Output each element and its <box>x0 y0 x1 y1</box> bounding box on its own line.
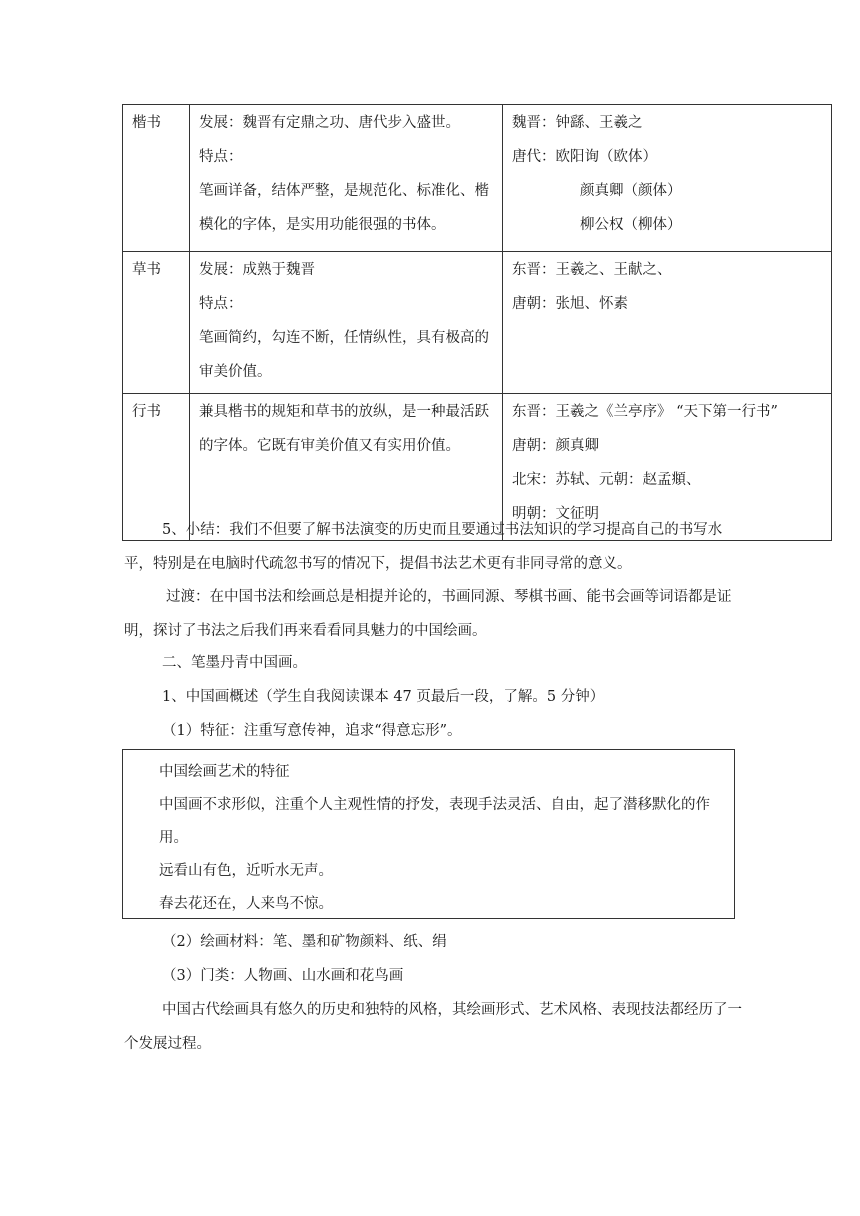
summary-paragraph: 5、小结：我们不但要了解书法演变的历史而且要通过书法知识的学习提高自己的书写水平，特别是在电脑时代疏忽书写的情况下，提倡书法艺术更有非同寻常的意义。 <box>124 522 723 572</box>
calligraphy-table <box>122 104 832 541</box>
table-row <box>123 252 832 394</box>
painting-feature-box <box>122 749 735 919</box>
development-cell: 发展：成熟于魏晋 特点： 笔画简约，勾连不断，任情纵性，具有极高的审美价值。 <box>190 252 503 394</box>
development-cell: 兼具楷书的规矩和草书的放纵，是一种最活跃的字体。它既有审美价值又有实用价值。 <box>190 394 503 541</box>
section-heading: 二、笔墨丹青中国画。 <box>162 655 307 671</box>
transition-paragraph: 过渡：在中国书法和绘画总是相提并论的，书画同源、琴棋书画、能书会画等词语都是证明，探讨了书法之后我们再来看看同具魅力的中国绘画。 <box>124 589 732 639</box>
representatives-cell: 东晋：王羲之《兰亭序》 “天下第一行书” 唐朝：颜真卿 北宋：苏轼、元朝：赵孟頫、 明朝：文征明 <box>503 394 832 541</box>
history-paragraph: 中国古代绘画具有悠久的历史和独特的风格，其绘画形式、艺术风格、表现技法都经历了一个发展过程。 <box>124 1002 742 1052</box>
script-name-cell: 行书 <box>123 394 190 541</box>
overview-line: 1、中国画概述（学生自我阅读课本 47 页最后一段，了解。5 分钟） <box>162 689 605 705</box>
representatives-cell: 魏晋：钟繇、王羲之 唐代：欧阳询（欧体） 颜真卿（颜体） 柳公权（柳体） <box>503 105 832 252</box>
feature-line: （1）特征：注重写意传神，追求“得意忘形”。 <box>162 723 462 739</box>
categories-line: （3）门类：人物画、山水画和花鸟画 <box>162 968 404 984</box>
table-row <box>123 105 832 252</box>
box-body <box>159 789 722 855</box>
development-cell: 发展：魏晋有定鼎之功、唐代步入盛世。 特点： 笔画详备，结体严整，是规范化、标准化、楷模化的字体，是实用功能很强的书体。 <box>190 105 503 252</box>
poem-line: 远看山有色，近听水无声。 <box>159 863 333 879</box>
representatives-cell: 东晋：王羲之、王献之、 唐朝：张旭、怀素 <box>503 252 832 394</box>
box-body-text: 中国画不求形似，注重个人主观性情的抒发，表现手法灵活、自由，起了潜移默化的作用。 <box>159 797 710 846</box>
poem-line: 春去花还在，人来鸟不惊。 <box>159 896 333 912</box>
script-name-cell: 草书 <box>123 252 190 394</box>
materials-line: （2）绘画材料：笔、墨和矿物颜料、纸、绢 <box>162 934 447 950</box>
box-title: 中国绘画艺术的特征 <box>159 764 290 780</box>
script-name-cell: 楷书 <box>123 105 190 252</box>
